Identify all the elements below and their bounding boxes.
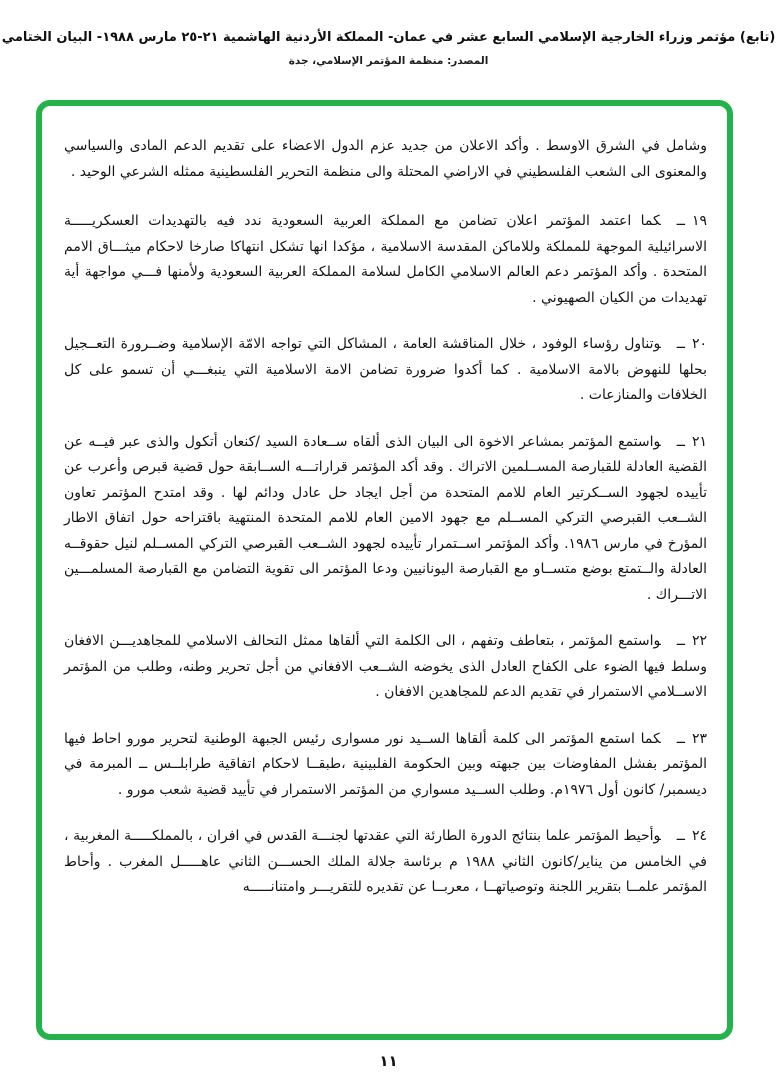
paragraph-number: ٢٣ [691, 730, 707, 747]
paragraph-21 [64, 430, 707, 609]
paragraph-dash: ــ [676, 336, 685, 352]
paragraph-text: كما استمع المؤتمر الى كلمة ألقاها الســيد نور مسوارى رئيس الجبهة الوطنية لتحرير مورو احاط فيها المؤتمر بفشل المفاوضات بين جبهته وبين الحكومة الفلبينية ،طبقــا لاحكام اتفاقية طرابلــس ــ المبرمة في ديسمبر/ كانون أول ١٩٧٦م. وطلب الســيد مسواري من المؤتمر الاستمرار في تأييد قضية شعب مورو . [64, 730, 707, 798]
document-body [64, 134, 707, 901]
paragraph-19 [64, 209, 707, 311]
paragraph-text: واستمع المؤتمر بمشاعر الاخوة الى البيان الذى ألقاه ســعادة السيد /كنعان أتكول والذى عبر فيــه عن القضية العادلة للقبارصة المســلمين الاتراك . وقد أكد المؤتمر قراراتـــه الســابقة حول قضية قبرص وأعرب عن تأييده لجهود الســكرتير العام للامم المتحدة من أجل ايجاد حل عادل ودائم لها . وقد امتدح المؤتمر تعاون الشــعب القبرصي التركي المســلم مع جهود الامين العام للامم المتحدة المنتهية باقتراحه حول اتفاق الاطار المؤرخ في مارس ١٩٨٦. وأكد المؤتمر اســتمرار تأييده لجهود الشــعب القبرصي التركي المســلم لنيل حقوقــه العادلة والــتمتع بوضع متســاو مع القبارصة اليونانيين ودعا المؤتمر الى تقوية التضامن مع القبارصة المسلمـــين الاتـــراك . [64, 433, 707, 603]
paragraph-22 [64, 629, 707, 706]
page-header [0, 30, 777, 67]
paragraph-continuation: وشامل في الشرق الاوسط . وأكد الاعلان من جديد عزم الدول الاعضاء على تقديم الدعم المادى والسياسي والمعنوى الى الشعب الفلسطيني في الاراضي المحتلة والى منظمة التحرير الفلسطينية ممثله الشرعي الوحيد . [64, 138, 707, 180]
paragraph-24 [64, 824, 707, 901]
paragraph-20 [64, 332, 707, 409]
content-frame [36, 100, 733, 1040]
paragraph-dash: ــ [676, 433, 685, 450]
paragraph-text: وأحيط المؤتمر علما بنتائج الدورة الطارئة التي عقدتها لجنـــة القدس في افران ، بالمملكـــــة المغربية ، في الخامس من يناير/كانون الثاني ١٩٨٨ م برئاسة جلالة الملك الحســـن الثاني عاهـــــل المغرب . وأحاط المؤتمر علمــا بتقرير اللجنة وتوصياتهــا ، معربــا عن تقديره للتقريـــر وامتنانـــــه [64, 828, 707, 895]
document-source-line: المصدر: منظمة المؤتمر الإسلامي، جدة [288, 55, 489, 67]
paragraph-dash: ــ [676, 633, 685, 649]
paragraph-number: ٢٢ [691, 633, 707, 649]
paragraph-number: ١٩ [691, 213, 707, 229]
paragraph-dash: ــ [676, 213, 685, 229]
paragraph-23 [64, 727, 707, 804]
page-number: ١١ [379, 1052, 398, 1070]
paragraph-dash: ــ [676, 828, 685, 844]
paragraph-dash: ــ [676, 730, 685, 747]
paragraph-text: وتناول رؤساء الوفود ، خلال المناقشة العامة ، المشاكل التي تواجه الامّة الإسلامية وضــرورة التعــجيل بحلها للنهوض بالامة الاسلامية . كما أكدوا ضرورة تضامن الامة الاسلامية التي ينبغـــي أن تسمو على كل الخلافات والمنازعات . [64, 336, 707, 403]
paragraph-number: ٢٠ [691, 336, 707, 352]
document-title: (تابع) مؤتمر وزراء الخارجية الإسلامي السابع عشر في عمان- المملكة الأردنية الهاشمية ٢١-٢٥ مارس ١٩٨٨- البيان الختامي [1, 30, 776, 45]
paragraph-number: ٢٤ [691, 828, 707, 844]
paragraph-number: ٢١ [691, 433, 707, 450]
paragraph-text: واستمع المؤتمر ، بتعاطف وتفهم ، الى الكلمة التي ألقاها ممثل التحالف الاسلامي للمجاهديـــن الافغان وسلط فيها الضوء على الكفاح العادل الذى يخوضه الشــعب الافغاني من أجل تحرير وطنه، وطلب من المؤتمر الاســلامي الاستمرار في تقديم الدعم للمجاهدين الافغان . [64, 633, 707, 700]
paragraph-text: كما اعتمد المؤتمر اعلان تضامن مع المملكة العربية السعودية ندد فيه بالتهديدات العسكريـــــة الاسرائيلية الموجهة للمملكة وللاماكن المقدسة الاسلامية ، مؤكدا انها تشكل انتهاكا صارخا لاحكام ميثـــاق الامم المتحدة . وأكد المؤتمر دعم العالم الاسلامي الكامل لسلامة المملكة العربية السعودية ولأمنها فـــي مواجهة أية تهديدات من الكيان الصهيوني . [64, 213, 707, 306]
